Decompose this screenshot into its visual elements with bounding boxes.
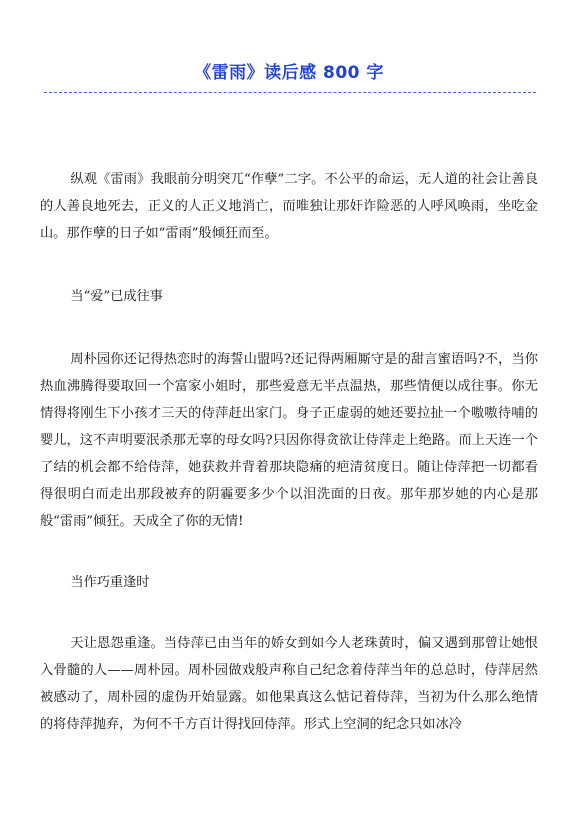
document-title: 《雷雨》读后感 800 字 [194, 63, 384, 83]
section-heading-reunion: 当作巧重逢时 [70, 575, 150, 590]
section-heading-love: 当“爱”已成往事 [70, 289, 163, 304]
title-divider [44, 92, 536, 93]
paragraph-intro: 纵观《雷雨》我眼前分明突兀“作孽”二字。不公平的命运，无人道的社会让善良的人善良地死去，正义的人正义地消亡，而唯独让那奸诈险恶的人呼风唤雨，坐吃金山。那作孽的日子如“雷雨”般倾狂而至。 [40, 172, 538, 241]
paragraph-love: 周朴园你还记得热恋时的海誓山盟吗?还记得两厢厮守是的甜言蜜语吗?不，当你热血沸腾得要取回一个富家小姐时，那些爱意无半点温热，那些情便以成往事。你无情得将刚生下小孩才三天的侍萍赶出家门。身子正虚弱的她还要拉扯一个嗷嗷待哺的婴儿，这不声明要泯杀那无辜的母女吗?只因你得贪欲让侍萍走上绝路。而上天连一个了结的机会都不给侍萍，她获救并背着那块隐痛的疤清贫度日。随让侍萍把一切都看得很明白而走出那段被弃的阴霾要多少个以泪洗面的日夜。那年那岁她的内心是那般“雷雨”倾狂。天成全了你的无情! [40, 352, 538, 529]
paragraph-reunion: 天让恩怨重逢。当侍萍已由当年的娇女到如今人老珠黄时，偏又遇到那曾让她恨入骨髓的人——周朴园。周朴园做戏般声称自己纪念着侍萍当年的总总时，侍萍居然被感动了，周朴园的虚伪开始显露。如他果真这么惦记着侍萍，当初为什么那么绝情的将侍萍抛弃，为何不千方百计得找回侍萍。形式上空洞的纪念只如冰冷 [40, 636, 538, 732]
document-body [40, 166, 538, 738]
